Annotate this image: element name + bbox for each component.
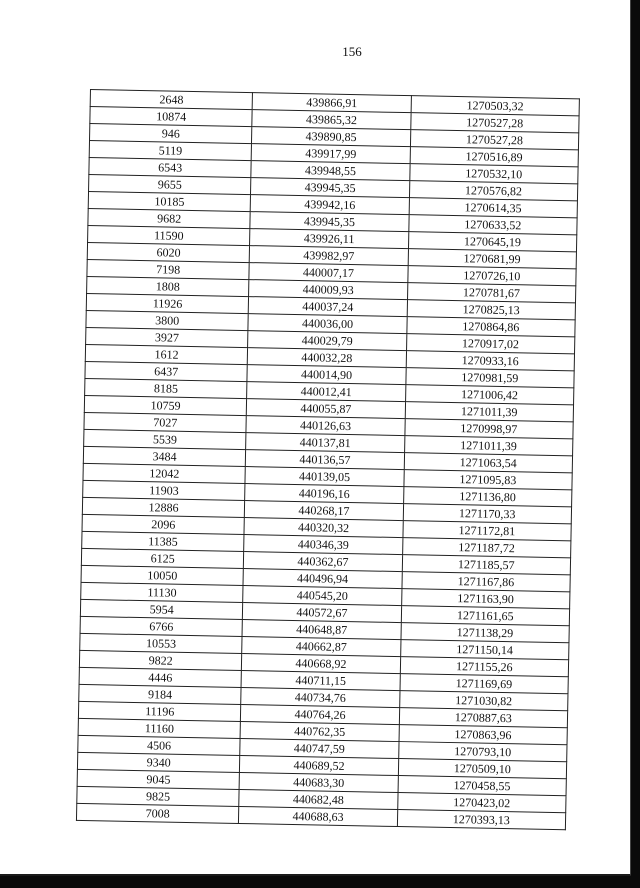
y-coordinate-cell: 1271187,72	[402, 538, 571, 558]
x-coordinate-cell: 440764,26	[241, 705, 400, 725]
x-coordinate-cell: 440711,15	[241, 671, 400, 691]
point-id-cell: 9045	[77, 769, 240, 789]
point-id-cell: 3484	[83, 446, 246, 466]
y-coordinate-cell: 1270527,28	[410, 130, 579, 150]
y-coordinate-cell: 1270527,28	[410, 113, 579, 133]
y-coordinate-cell: 1270864,86	[407, 317, 576, 337]
x-coordinate-cell: 440688,63	[239, 806, 398, 826]
point-id-cell: 6020	[87, 242, 250, 262]
y-coordinate-cell: 1271161,65	[401, 606, 570, 626]
point-id-cell: 1612	[85, 344, 248, 364]
x-coordinate-cell: 440032,28	[248, 348, 407, 368]
x-coordinate-cell: 439865,32	[252, 110, 411, 130]
x-coordinate-cell: 440648,87	[242, 620, 401, 640]
y-coordinate-cell: 1271011,39	[404, 436, 573, 456]
y-coordinate-cell: 1270532,10	[409, 164, 578, 184]
x-coordinate-cell: 440362,67	[244, 552, 403, 572]
y-coordinate-cell: 1270681,99	[408, 249, 577, 269]
point-id-cell: 9682	[88, 208, 251, 228]
y-coordinate-cell: 1270509,10	[398, 759, 567, 779]
x-coordinate-cell: 440682,48	[239, 789, 398, 809]
y-coordinate-cell: 1270576,82	[409, 181, 578, 201]
point-id-cell: 11903	[83, 480, 246, 500]
y-coordinate-cell: 1271136,80	[403, 487, 572, 507]
y-coordinate-cell: 1270981,59	[406, 368, 575, 388]
x-coordinate-cell: 440007,17	[249, 263, 408, 283]
x-coordinate-cell: 440137,81	[246, 433, 405, 453]
x-coordinate-cell: 439942,16	[251, 195, 410, 215]
point-id-cell: 6766	[80, 616, 243, 636]
point-id-cell: 9184	[79, 684, 242, 704]
point-id-cell: 11130	[81, 582, 244, 602]
coordinates-table	[76, 89, 580, 830]
point-id-cell: 10185	[88, 191, 251, 211]
y-coordinate-cell: 1271150,14	[400, 640, 569, 660]
y-coordinate-cell: 1270825,13	[407, 300, 576, 320]
y-coordinate-cell: 1270887,63	[399, 708, 568, 728]
y-coordinate-cell: 1270423,02	[397, 793, 566, 813]
point-id-cell: 11160	[78, 718, 241, 738]
point-id-cell: 3927	[86, 327, 249, 347]
point-id-cell: 2648	[90, 90, 253, 110]
y-coordinate-cell: 1271169,69	[400, 674, 569, 694]
x-coordinate-cell: 439917,99	[251, 144, 410, 164]
x-coordinate-cell: 440055,87	[247, 399, 406, 419]
point-id-cell: 10553	[80, 633, 243, 653]
y-coordinate-cell: 1270781,67	[407, 283, 576, 303]
point-id-cell: 6543	[89, 157, 252, 177]
point-id-cell: 1808	[87, 276, 250, 296]
x-coordinate-cell: 439945,35	[251, 178, 410, 198]
y-coordinate-cell: 1270793,10	[398, 742, 567, 762]
point-id-cell: 10874	[90, 107, 253, 127]
point-id-cell: 11590	[88, 225, 251, 245]
point-id-cell: 3800	[86, 310, 249, 330]
point-id-cell: 8185	[85, 378, 248, 398]
point-id-cell: 6125	[81, 548, 244, 568]
y-coordinate-cell: 1271030,82	[399, 691, 568, 711]
y-coordinate-cell: 1271172,81	[403, 521, 572, 541]
y-coordinate-cell: 1271006,42	[405, 385, 574, 405]
y-coordinate-cell: 1271063,54	[404, 453, 573, 473]
x-coordinate-cell: 440668,92	[242, 654, 401, 674]
point-id-cell: 11196	[78, 701, 241, 721]
x-coordinate-cell: 440196,16	[245, 484, 404, 504]
y-coordinate-cell: 1270917,02	[406, 334, 575, 354]
coordinates-table-wrapper	[76, 89, 578, 831]
point-id-cell: 11926	[86, 293, 249, 313]
x-coordinate-cell: 440037,24	[249, 297, 408, 317]
y-coordinate-cell: 1270503,32	[411, 96, 580, 116]
x-coordinate-cell: 440747,59	[240, 739, 399, 759]
x-coordinate-cell: 440320,32	[244, 518, 403, 538]
point-id-cell: 9655	[89, 174, 252, 194]
y-coordinate-cell: 1270933,16	[406, 351, 575, 371]
x-coordinate-cell: 440572,67	[243, 603, 402, 623]
y-coordinate-cell: 1270393,13	[397, 810, 566, 830]
x-coordinate-cell: 440029,79	[248, 331, 407, 351]
y-coordinate-cell: 1270726,10	[407, 266, 576, 286]
y-coordinate-cell: 1270614,35	[409, 198, 578, 218]
point-id-cell: 4446	[79, 667, 242, 687]
x-coordinate-cell: 440268,17	[245, 501, 404, 521]
x-coordinate-cell: 439890,85	[252, 127, 411, 147]
x-coordinate-cell: 440346,39	[244, 535, 403, 555]
point-id-cell: 11385	[82, 531, 245, 551]
x-coordinate-cell: 440139,05	[245, 467, 404, 487]
point-id-cell: 9340	[77, 752, 240, 772]
x-coordinate-cell: 440762,35	[240, 722, 399, 742]
page-number: 156	[342, 44, 362, 59]
x-coordinate-cell: 439945,35	[250, 212, 409, 232]
x-coordinate-cell: 440689,52	[240, 756, 399, 776]
x-coordinate-cell: 440014,90	[247, 365, 406, 385]
point-id-cell: 5954	[80, 599, 243, 619]
y-coordinate-cell: 1271170,33	[403, 504, 572, 524]
point-id-cell: 9825	[77, 786, 240, 806]
x-coordinate-cell: 439982,97	[250, 246, 409, 266]
point-id-cell: 7027	[84, 412, 247, 432]
y-coordinate-cell: 1271138,29	[401, 623, 570, 643]
point-id-cell: 12042	[83, 463, 246, 483]
y-coordinate-cell: 1271011,39	[405, 402, 574, 422]
point-id-cell: 10759	[84, 395, 247, 415]
x-coordinate-cell: 440126,63	[246, 416, 405, 436]
point-id-cell: 6437	[85, 361, 248, 381]
point-id-cell: 4506	[78, 735, 241, 755]
point-id-cell: 5539	[84, 429, 247, 449]
y-coordinate-cell: 1270863,96	[399, 725, 568, 745]
x-coordinate-cell: 440496,94	[243, 569, 402, 589]
x-coordinate-cell: 440136,57	[246, 450, 405, 470]
x-coordinate-cell: 440012,41	[247, 382, 406, 402]
y-coordinate-cell: 1271167,86	[402, 572, 571, 592]
point-id-cell: 9822	[79, 650, 242, 670]
y-coordinate-cell: 1271095,83	[404, 470, 573, 490]
x-coordinate-cell: 439866,91	[252, 93, 411, 113]
x-coordinate-cell: 439926,11	[250, 229, 409, 249]
x-coordinate-cell: 440036,00	[248, 314, 407, 334]
point-id-cell: 12886	[82, 497, 245, 517]
y-coordinate-cell: 1271155,26	[400, 657, 569, 677]
x-coordinate-cell: 440683,30	[239, 773, 398, 793]
y-coordinate-cell: 1270516,89	[410, 147, 579, 167]
x-coordinate-cell: 440009,93	[249, 280, 408, 300]
point-id-cell: 2096	[82, 514, 245, 534]
x-coordinate-cell: 440734,76	[241, 688, 400, 708]
coordinates-table-body	[76, 90, 579, 830]
y-coordinate-cell: 1270998,97	[405, 419, 574, 439]
x-coordinate-cell: 440662,87	[242, 637, 401, 657]
x-coordinate-cell: 439948,55	[251, 161, 410, 181]
x-coordinate-cell: 440545,20	[243, 586, 402, 606]
point-id-cell: 7198	[87, 259, 250, 279]
point-id-cell: 7008	[76, 803, 239, 823]
point-id-cell: 946	[90, 124, 253, 144]
point-id-cell: 5119	[89, 141, 252, 161]
y-coordinate-cell: 1271185,57	[402, 555, 571, 575]
y-coordinate-cell: 1271163,90	[401, 589, 570, 609]
y-coordinate-cell: 1270633,52	[408, 215, 577, 235]
point-id-cell: 10050	[81, 565, 244, 585]
y-coordinate-cell: 1270645,19	[408, 232, 577, 252]
y-coordinate-cell: 1270458,55	[398, 776, 567, 796]
